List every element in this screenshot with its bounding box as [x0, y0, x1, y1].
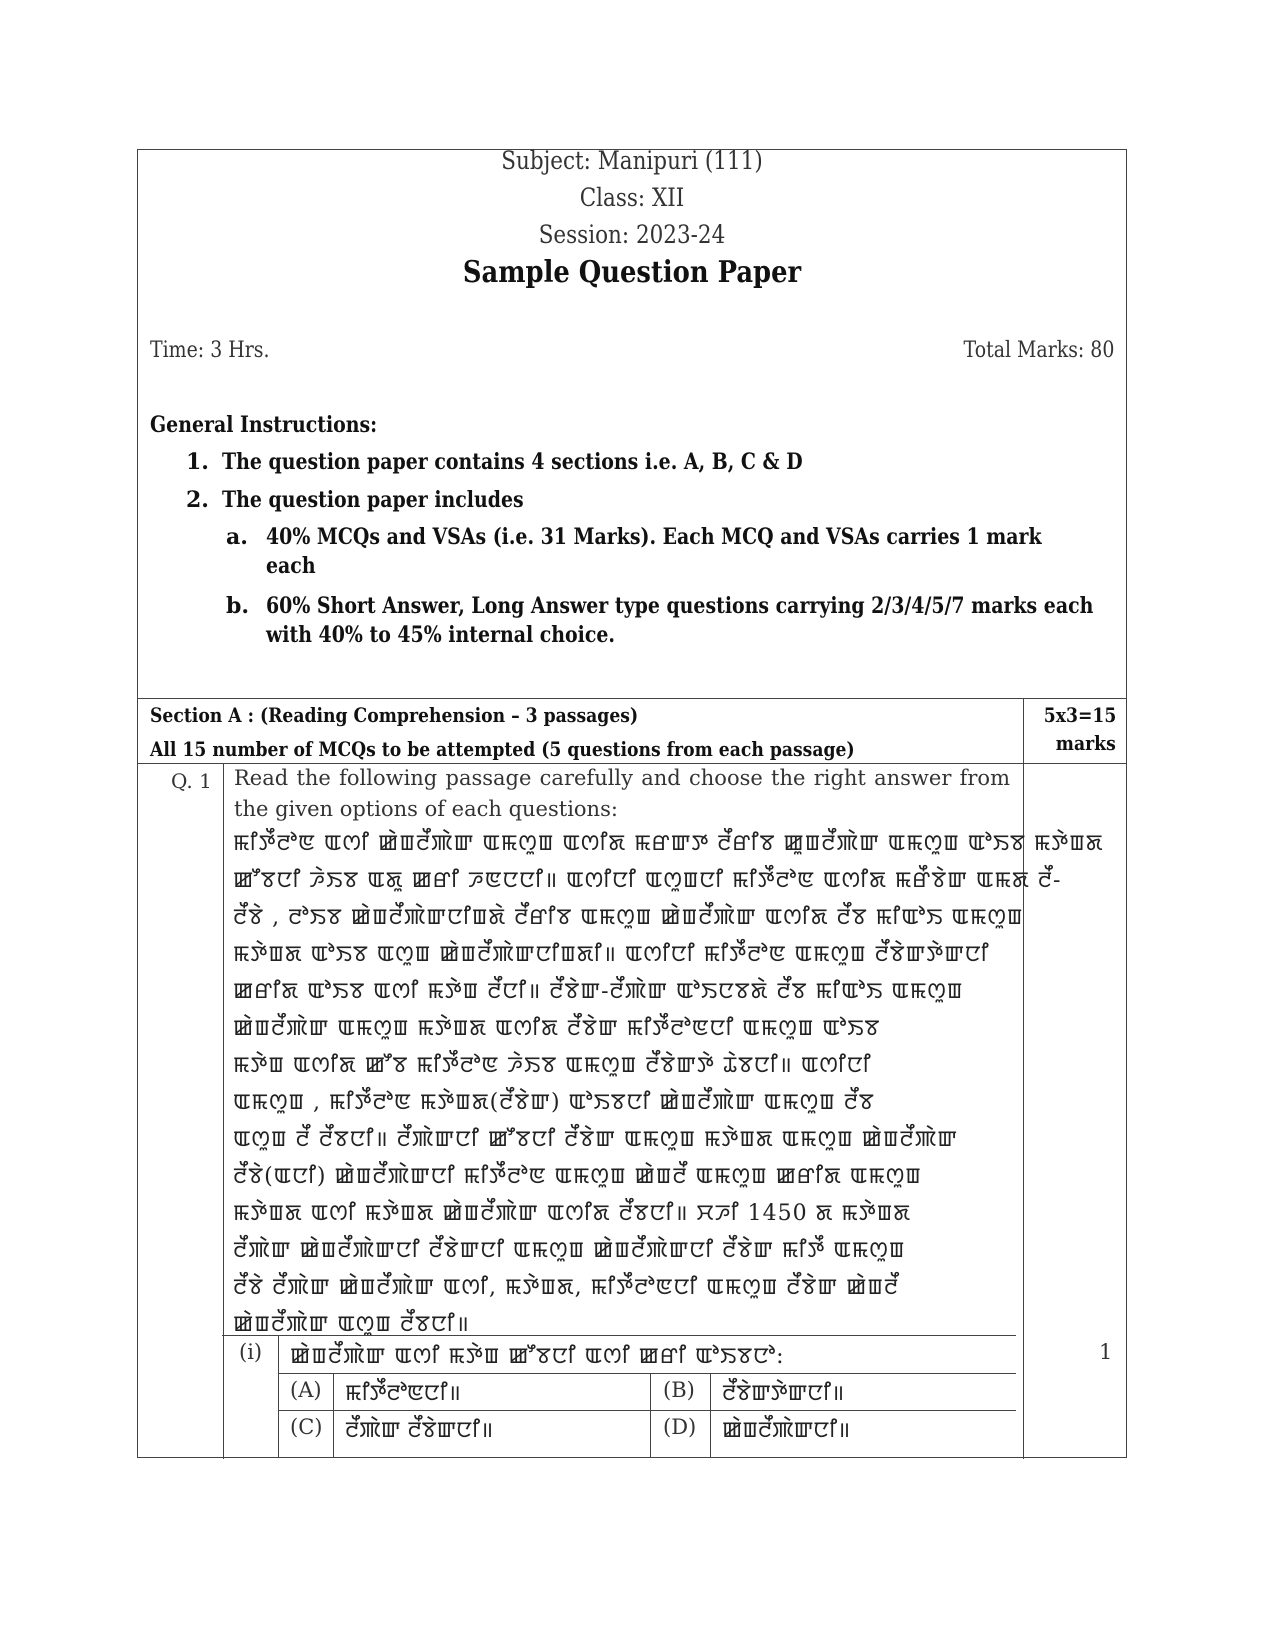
- option-text: ꯂꯩꯄꯥꯛ ꯂꯩꯕꯥꯛꯅꯤ॥: [345, 1418, 494, 1443]
- option-text: ꯀꯥꯡꯂꯩꯄꯥꯛꯅꯤ॥: [722, 1418, 851, 1443]
- question-paper-frame: Subject: Manipuri (111) Class: XII Session: 2023-24 Sample Question Paper Time: 3 Hrs. Total Marks: 80 General Instructions: 1. The question paper contains 4 sections i.e. A, B, C & D 2. The question paper includes a. 40% MCQs and VSAs (i.e. 31 Marks). Each MCQ and VSAs carries 1 mark each b. 60% Short Answer, Long Answer type questions carrying 2/3/4/5/7 marks each with 40% to 45% internal choice. Section A : (Reading Comprehension – 3 passages) All 15 number of MCQs to be attempted (5 questions from each passage) 5x3=15 marks Q. 1 Read the following passage carefully and choose the right answer from the given options of each questions:: [137, 149, 1127, 1458]
- section-a-marks: 5x3=15: [1043, 703, 1116, 727]
- class-line: Class: XII: [579, 183, 685, 212]
- sub-question-marks: 1: [1099, 1340, 1113, 1364]
- sub-question-label: (i): [239, 1340, 263, 1364]
- general-instructions-heading: General Instructions:: [150, 412, 378, 438]
- option-label: (B): [663, 1378, 695, 1402]
- paper-title: Sample Question Paper: [462, 255, 802, 290]
- reading-passage: ꯃꯤꯇꯩꯂꯣꯟ ꯑꯁꯤ ꯀꯥꯡꯂꯩꯄꯥꯛ ꯑꯃꯁꯨꯡ ꯑꯁꯤꯗ ꯃꯔꯛꯇ ꯂꯩꯔꯤꯕ ꯀꯨꯡꯂꯩꯄꯥꯛ ꯑꯃꯁꯨꯡ ꯑꯣꯏꯕ ꯃꯇꯥꯡꯗ ꯀꯧꯕꯅꯤ ꯍꯥꯏꯕ ꯑꯗꯨ ꯀꯔꯤ ꯍꯟꯅꯅꯤ॥ ꯑꯁꯤꯅꯤ ꯑꯁꯨꯡꯅꯤ ꯃꯤꯇꯩꯂꯣꯟ ꯑꯁꯤꯗ ꯃꯔꯩꯕꯥꯛ ꯑꯃꯗ ꯂꯩ- ꯂꯩꯕꯥ , ꯂꯣꯏꯕ ꯀꯥꯡꯂꯩꯄꯥꯛꯅꯤꯡꯗꯥ ꯂꯩꯔꯤꯕ ꯑꯃꯁꯨꯡ ꯀꯥꯡꯂꯩꯄꯥꯛ ꯑꯁꯤꯗ ꯂꯩꯕ ꯃꯤꯑꯣꯏ ꯑꯃꯁꯨꯡ ꯃꯇꯥꯡꯗ ꯑꯣꯏꯕ ꯑꯁꯨꯡ ꯀꯥꯡꯂꯩꯄꯥꯛꯅꯤꯡꯗꯤ॥ ꯑꯁꯤꯅꯤ ꯃꯤꯇꯩꯂꯣꯟ ꯑꯃꯁꯨꯡ ꯂꯩꯕꯥꯛꯇꯥꯛꯅꯤ ꯀꯔꯤꯗ ꯑꯣꯏꯕ ꯑꯁꯤ ꯃꯇꯥꯡ ꯂꯩꯅꯤ॥ ꯂꯩꯕꯥꯛ-ꯂꯩꯄꯥꯛ ꯑꯣꯏꯅꯕꯗꯥ ꯂꯩꯕ ꯃꯤꯑꯣꯏ ꯑꯃꯁꯨꯡ ꯀꯥꯡꯂꯩꯄꯥꯛ ꯑꯃꯁꯨꯡ ꯃꯇꯥꯡꯗ ꯑꯁꯤꯗ ꯂꯩꯕꯥꯛ ꯃꯤꯇꯩꯂꯣꯟꯅꯤ ꯑꯃꯁꯨꯡ ꯑꯣꯏꯕ ꯃꯇꯥꯡ ꯑꯁꯤꯗ ꯀꯧꯕ ꯃꯤꯇꯩꯂꯣꯟ ꯍꯥꯏꯕ ꯑꯃꯁꯨꯡ ꯂꯩꯕꯥꯛꯇꯥ ꯊꯥꯕꯅꯤ॥ ꯑꯁꯤꯅꯤ ꯑꯃꯁꯨꯡ , ꯃꯤꯇꯩꯂꯣꯟ ꯃꯇꯥꯡꯗ(ꯂꯩꯕꯥꯛ) ꯑꯣꯏꯕꯅꯤ ꯀꯥꯡꯂꯩꯄꯥꯛ ꯑꯃꯁꯨꯡ ꯂꯩꯕ ꯑꯁꯨꯡ ꯂꯩ ꯂꯩꯕꯅꯤ॥ ꯂꯩꯄꯥꯛꯅꯤ ꯀꯧꯕꯅꯤ ꯂꯩꯕꯥꯛ ꯑꯃꯁꯨꯡ ꯃꯇꯥꯡꯗ ꯑꯃꯁꯨꯡ ꯀꯥꯡꯂꯩꯄꯥꯛ ꯂꯩꯕꯥ(ꯑꯅꯤ) ꯀꯥꯡꯂꯩꯄꯥꯛꯅꯤ ꯃꯤꯇꯩꯂꯣꯟ ꯑꯃꯁꯨꯡ ꯀꯥꯡꯂꯩ ꯑꯃꯁꯨꯡ ꯀꯔꯤꯗ ꯑꯃꯁꯨꯡ ꯃꯇꯥꯡꯗ ꯑꯁꯤ ꯃꯇꯥꯡꯗ ꯀꯥꯡꯂꯩꯄꯥꯛ ꯑꯁꯤꯗ ꯂꯩꯕꯅꯤ॥ ꯆꯍꯤ 1450 ꯗ ꯃꯇꯥꯡꯗ ꯂꯩꯄꯥꯛ ꯀꯥꯡꯂꯩꯄꯥꯛꯅꯤ ꯂꯩꯕꯥꯛꯅꯤ ꯑꯃꯁꯨꯡ ꯀꯥꯡꯂꯩꯄꯥꯛꯅꯤ ꯂꯩꯕꯥꯛ ꯃꯤꯇꯩ ꯑꯃꯁꯨꯡ ꯂꯩꯕꯥ ꯂꯩꯄꯥꯛ ꯀꯥꯡꯂꯩꯄꯥꯛ ꯑꯁꯤ, ꯃꯇꯥꯡꯗ, ꯃꯤꯇꯩꯂꯣꯟꯅꯤ ꯑꯃꯁꯨꯡ ꯂꯩꯕꯥꯛ ꯀꯥꯡꯂꯩ ꯀꯥꯡꯂꯩꯄꯥꯛ ꯑꯁꯨꯡ ꯂꯩꯕꯅꯤ॥: [233, 831, 1104, 1337]
- qno-column-divider: [223, 763, 224, 1459]
- option-label: (D): [663, 1415, 697, 1439]
- section-a-subtitle: All 15 number of MCQs to be attempted (5 questions from each passage): [150, 737, 855, 761]
- time-allowed: Time: 3 Hrs.: [150, 338, 270, 363]
- option-label: (A): [290, 1378, 322, 1402]
- question-instruction: Read the following passage carefully and choose the right answer from the given options of each questions:: [234, 766, 1010, 821]
- marks-column-divider: [1023, 698, 1024, 1459]
- section-a-marks-unit: marks: [1055, 731, 1116, 755]
- session-line: Session: 2023-24: [538, 220, 726, 249]
- option-text: ꯃꯤꯇꯩꯂꯣꯟꯅꯤ॥: [345, 1381, 461, 1406]
- total-marks: Total Marks: 80: [963, 338, 1114, 363]
- option-text: ꯂꯩꯕꯥꯛꯇꯥꯛꯅꯤ॥: [722, 1381, 845, 1406]
- question-number: Q. 1: [171, 769, 212, 793]
- option-label: (C): [290, 1415, 323, 1439]
- sub-question-text: ꯀꯥꯡꯂꯩꯄꯥꯛ ꯑꯁꯤ ꯃꯇꯥꯡ ꯀꯧꯕꯅꯤ ꯑꯁꯤ ꯀꯔꯤ ꯑꯣꯏꯕꯅꯣ:: [290, 1344, 785, 1369]
- section-a-title: Section A : (Reading Comprehension – 3 passages): [150, 703, 639, 727]
- table-divider: [138, 698, 1126, 699]
- subject-line: Subject: Manipuri (111): [501, 146, 763, 175]
